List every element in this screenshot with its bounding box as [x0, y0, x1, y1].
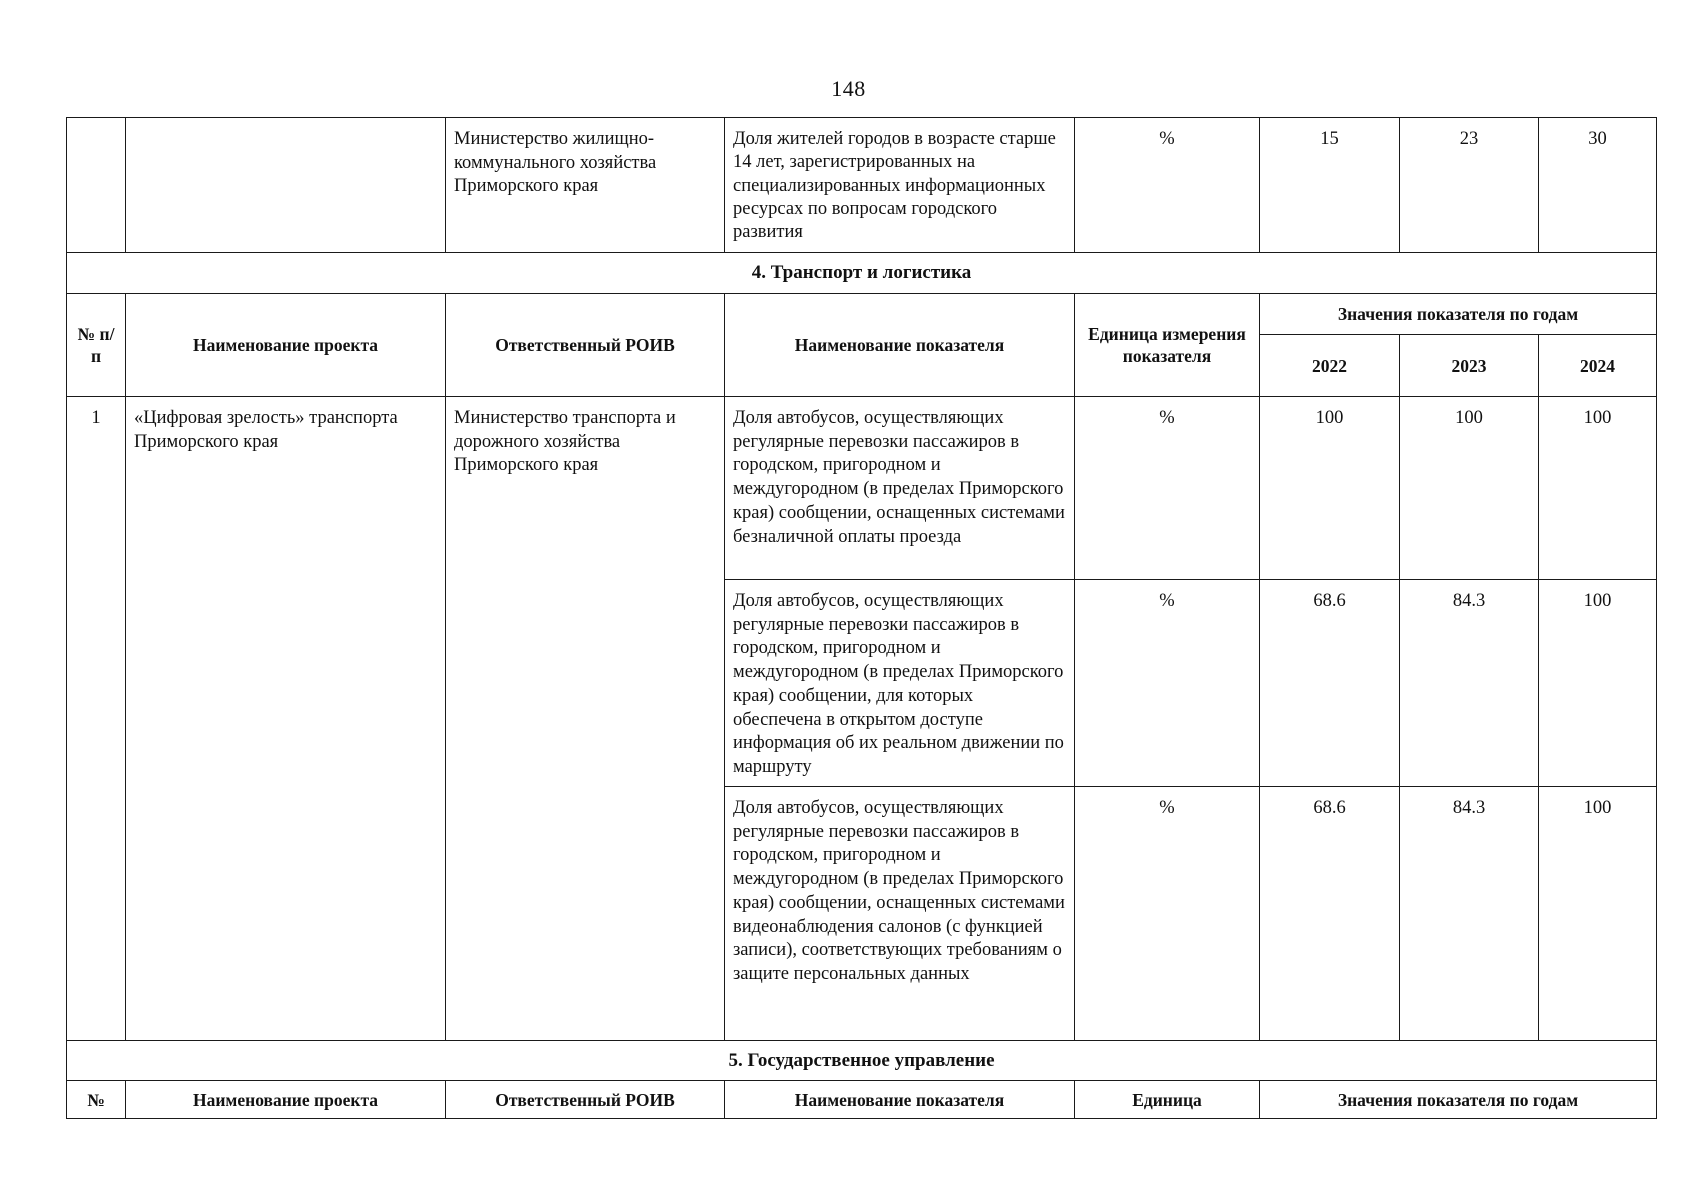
value-2024-cell: 100 [1539, 397, 1657, 580]
responsible-roiv-cell: Министерство жилищно-коммунального хозяйства Приморского края [446, 118, 725, 253]
unit-cell: % [1075, 118, 1260, 253]
project-name-cell [126, 118, 446, 253]
indicator-name-cell: Доля автобусов, осуществляющих регулярные перевозки пассажиров в городском, пригородном и междугородном (в пределах Приморского края) сообщении, оснащенных системами безналичной оплаты проезда [725, 397, 1075, 580]
page-number: 148 [831, 76, 866, 101]
header-year-2024: 2024 [1539, 335, 1657, 397]
header-indicator-name: Наименование показателя [725, 1081, 1075, 1119]
section-title: 4. Транспорт и логистика [67, 253, 1657, 294]
indicators-table [66, 117, 1657, 1119]
section-row [67, 253, 1657, 294]
table-row [67, 118, 1657, 253]
header-responsible-roiv: Ответственный РОИВ [446, 1081, 725, 1119]
indicator-name-cell: Доля жителей городов в возрасте старше 14 лет, зарегистрированных на специализированных информационных ресурсах по вопросам городского развития [725, 118, 1075, 253]
row-number-cell [67, 118, 126, 253]
indicator-name-cell: Доля автобусов, осуществляющих регулярные перевозки пассажиров в городском, пригородном и междугородном (в пределах Приморского края) сообщении, оснащенных системами видеонаблюдения салонов (с функцией записи), соответствующих требованиям о защите персональных данных [725, 787, 1075, 1041]
header-year-2023: 2023 [1400, 335, 1539, 397]
header-project-name: Наименование проекта [126, 1081, 446, 1119]
header-project-name: Наименование проекта [126, 294, 446, 397]
header-values-by-year: Значения показателя по годам [1260, 1081, 1657, 1119]
unit-cell: % [1075, 580, 1260, 787]
header-unit: Единица [1075, 1081, 1260, 1119]
responsible-roiv-cell: Министерство транспорта и дорожного хозяйства Приморского края [446, 397, 725, 1041]
indicator-name-cell: Доля автобусов, осуществляющих регулярные перевозки пассажиров в городском, пригородном и междугородном (в пределах Приморского края) сообщении, для которых обеспечена в открытом доступе информация об их реальном движении по маршруту [725, 580, 1075, 787]
header-indicator-name: Наименование показателя [725, 294, 1075, 397]
header-unit: Единица измерения показателя [1075, 294, 1260, 397]
project-name-cell: «Цифровая зрелость» транспорта Приморского края [126, 397, 446, 1041]
unit-cell: % [1075, 397, 1260, 580]
value-2022-cell: 68.6 [1260, 787, 1400, 1041]
value-2023-cell: 100 [1400, 397, 1539, 580]
value-2024-cell: 30 [1539, 118, 1657, 253]
section-title: 5. Государственное управление [67, 1041, 1657, 1081]
header-row [67, 294, 1657, 335]
header-number: № п/п [67, 294, 126, 397]
value-2023-cell: 23 [1400, 118, 1539, 253]
header-row [67, 1081, 1657, 1119]
section-row [67, 1041, 1657, 1081]
header-values-by-year: Значения показателя по годам [1260, 294, 1657, 335]
table-row [67, 397, 1657, 580]
value-2022-cell: 68.6 [1260, 580, 1400, 787]
header-year-2022: 2022 [1260, 335, 1400, 397]
value-2023-cell: 84.3 [1400, 787, 1539, 1041]
row-number-cell: 1 [67, 397, 126, 1041]
value-2024-cell: 100 [1539, 787, 1657, 1041]
unit-cell: % [1075, 787, 1260, 1041]
value-2022-cell: 15 [1260, 118, 1400, 253]
value-2022-cell: 100 [1260, 397, 1400, 580]
header-number: № [67, 1081, 126, 1119]
value-2023-cell: 84.3 [1400, 580, 1539, 787]
header-responsible-roiv: Ответственный РОИВ [446, 294, 725, 397]
value-2024-cell: 100 [1539, 580, 1657, 787]
